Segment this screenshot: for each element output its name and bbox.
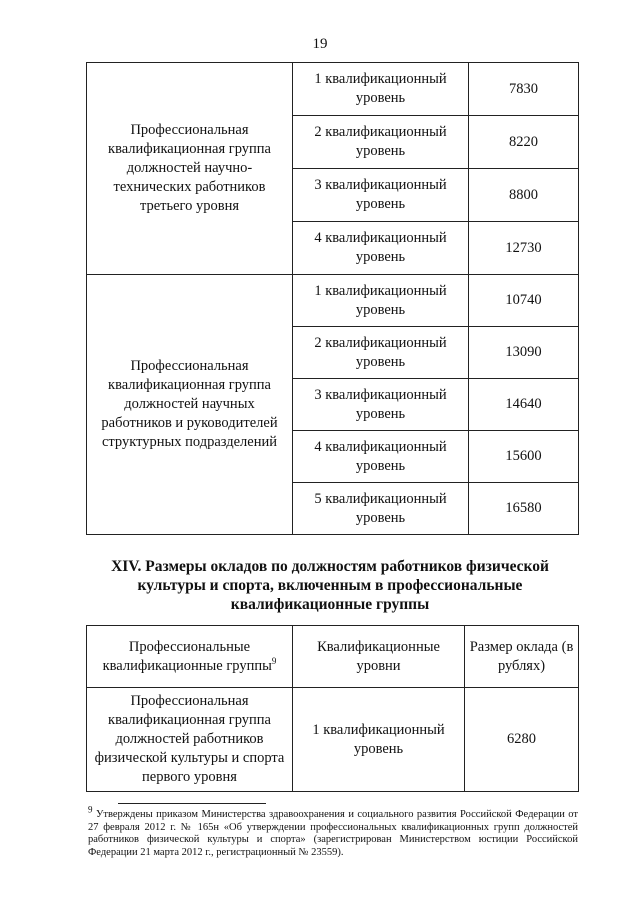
salary-cell: 14640 bbox=[469, 379, 579, 431]
level-cell: 1 квалификационный уровень bbox=[293, 275, 469, 327]
group-cell: Профессиональная квалификационная группа должностей научно-технических работников третьего уровня bbox=[87, 63, 293, 275]
header-group-label: Профессиональные квалификационные группы bbox=[102, 638, 272, 674]
level-cell: 3 квалификационный уровень bbox=[293, 169, 469, 222]
level-cell: 3 квалификационный уровень bbox=[293, 379, 469, 431]
footnote-marker: 9 bbox=[88, 804, 93, 815]
level-cell: 5 квалификационный уровень bbox=[293, 483, 469, 535]
level-cell: 4 квалификационный уровень bbox=[293, 222, 469, 275]
page-number: 19 bbox=[312, 36, 328, 52]
header-level: Квалификационные уровни bbox=[293, 626, 465, 688]
salary-table-sport bbox=[86, 625, 579, 792]
header-salary: Размер оклада (в рублях) bbox=[465, 626, 579, 688]
salary-cell: 6280 bbox=[465, 688, 579, 792]
level-cell: 4 квалификационный уровень bbox=[293, 431, 469, 483]
group-cell: Профессиональная квалификационная группа должностей работников физической культуры и спорта первого уровня bbox=[87, 688, 293, 792]
table-row bbox=[87, 63, 579, 116]
salary-cell: 8800 bbox=[469, 169, 579, 222]
salary-cell: 16580 bbox=[469, 483, 579, 535]
level-cell: 2 квалификационный уровень bbox=[293, 327, 469, 379]
footnote-text: Утверждены приказом Министерства здравоохранения и социального развития Российской Федерации от 27 февраля 2012 г. № 165н «Об утверждении профессиональных квалификационных групп должностей работников физической культуры и спорта» (зарегистрирован Министерством юстиции Российской Федерации 21 марта 2012 г., регистрационный № 23559). bbox=[88, 809, 578, 858]
salary-cell: 10740 bbox=[469, 275, 579, 327]
salary-cell: 13090 bbox=[469, 327, 579, 379]
group-cell: Профессиональная квалификационная группа должностей научных работников и руководителей структурных подразделений bbox=[87, 275, 293, 535]
salary-cell: 12730 bbox=[469, 222, 579, 275]
footnote bbox=[88, 804, 578, 859]
salary-table-continued bbox=[86, 62, 579, 535]
footnote-separator bbox=[118, 803, 266, 804]
salary-cell: 8220 bbox=[469, 116, 579, 169]
level-cell: 1 квалификационный уровень bbox=[293, 63, 469, 116]
footnote-ref: 9 bbox=[271, 655, 277, 666]
level-cell: 2 квалификационный уровень bbox=[293, 116, 469, 169]
header-group bbox=[87, 626, 293, 688]
salary-cell: 7830 bbox=[469, 63, 579, 116]
table-row bbox=[87, 275, 579, 327]
table-row bbox=[87, 688, 579, 792]
section-title: XIV. Размеры окладов по должностям работников физической культуры и спорта, включенным в профессиональные квалификационные группы bbox=[111, 558, 549, 613]
salary-cell: 15600 bbox=[469, 431, 579, 483]
level-cell: 1 квалификационный уровень bbox=[293, 688, 465, 792]
table-header-row bbox=[87, 626, 579, 688]
